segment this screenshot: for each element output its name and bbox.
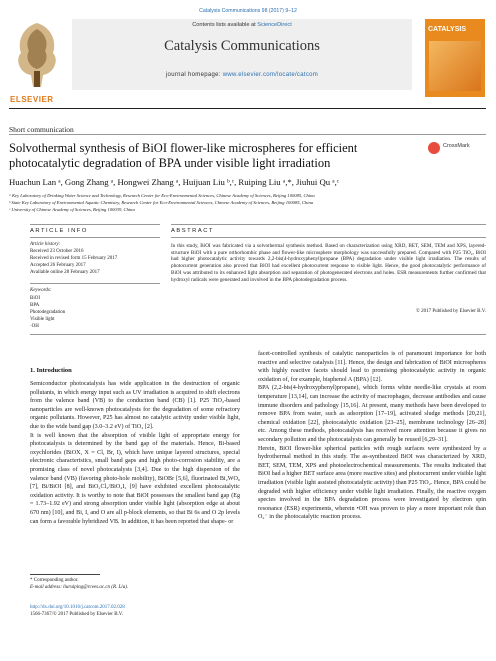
author-list: Huachun Lan ᵃ, Gong Zhang ᵃ, Hongwei Zhang ᵃ, Huijuan Liu ᵇ,ᶜ, Ruiping Liu ᵃ,*, Jiuhui Qu ᵃ,ᶜ	[9, 177, 340, 187]
email-note[interactable]: E-mail address: liuruiping@rcees.ac.cn (R. Liu).	[30, 585, 129, 590]
history-received: Received 23 October 2016	[30, 249, 84, 254]
doi-link[interactable]: http://dx.doi.org/10.1016/j.catcom.2017.02.028	[30, 605, 125, 610]
history-revised: Received in revised form 15 February 2017	[30, 256, 118, 261]
intro-right-column: facet-controlled synthesis of catalytic nanoparticles is of paramount importance for both reactive and selective catalysis [11]. Hence, the design and fabrication of BiOI microspheres with highly reactive facets should lead to promising photocatalytic activity in organic oxidation of, for example, bisphenol A (BPA) [12]. BPA (2,2-bis(4-hydroxyphenyl)propane), which forms white needle-like crystals at room temperature [13,14], can increase the activity of macrophages, decrease antibodies and cause immune disorders and pathology [15,16]. At present, many methods have been developed to remove BPA from water, such as adsorption [17–19], activated sludge methods [20,21], chemical oxidation [22], photocatalytic oxidation [23–25], membrane technology [26–28] etc. Among these methods, photocatalysis has received more attention because it gives no secondary pollution and the photocatalysts can generally be reused [6,29–31]. Herein, BiOI flower-like spherical particles with rough surfaces were synthesized by a hydrothermal method in this study. The as-synthesized BiOI was characterized by XRD, BET, SEM, TEM, XPS and photoelectrochemical measurements. The results indicated that BiOI had a higher BET surface area (more reactive sites) and photocurrent under visible light irradiation (visible light assisted photocatalytic activity) than P25 TiO₂. Hence, BPA could be degraded with higher efficiency under visible light irradiation. Finally, the reactive oxygen species involved in the BPA degradation process were investigated by electron spin resonance (ESR) experiments, wherein •OH was proven to play a more important role than O₂⁻ in the photocatalytic reaction process.	[258, 351, 486, 521]
article-info-heading: ARTICLE INFO	[30, 228, 88, 234]
keyword-item: ·OH	[30, 324, 39, 329]
journal-title: Catalysis Communications	[164, 38, 320, 54]
abstract-rule-bottom	[30, 334, 486, 335]
abstract-rule-top	[171, 224, 486, 225]
keywords-rule	[30, 283, 160, 284]
keyword-item: Photodegradation	[30, 310, 66, 315]
contents-line	[72, 22, 412, 28]
history-accepted: Accepted 26 February 2017	[30, 263, 86, 268]
info-rule-mid	[30, 237, 160, 238]
article-type: Short communication	[9, 125, 74, 134]
corresponding-note: * Corresponding author.	[30, 578, 79, 583]
intro-left-column: Semiconductor photocatalysis has wide application in the destruction of organic pollutants, in which energy input such as UV irradiation is acquired to shift electrons from the valence band (VB) to the conduction band (CB) [1]. P25 TiO₂-based nanoparticles are well-known photocatalysts for the degradation of some refractory organic pollutants. However, P25 has almost no catalytic activity under visible light, due to the wide band gap (3.0–3.2 eV) of TiO₂ [2]. It is well known that the absorption of visible light of appropriate energy for photocatalysis is determined by the band gap of the materials. Hence, Bi-based oxychlorides (BiOX, X = Cl, Br, I), which have unique layered structures, special electronic characteristics, small band gaps and high photo-corrosion stability, are a promising class of novel photocatalysts [3,4]. Due to the high dispersion of the valence band (VB) (favoring photo-hole mobility), BiOBr [5,6], fluorinated Bi₂WO₆ [7], Bi/BiOI [8], and BiO₂Cl₂/BiO₄I₂ [9] have exhibited excellent photocatalytic oxidation activity. It is worthy to note that BiOI possesses the smallest band gap (Eg = 1.73–1.92 eV) and strong absorption under visible light (absorption edge at about 670 nm) [10], and Bi, I, and O are all p-block elements, so that Bi 6s and O 2p levels can form a favorable hybridized VB. In addition, it has been reported that shape- or	[30, 381, 240, 525]
cover-title: CATALYSIS	[428, 26, 466, 33]
crossmark-label[interactable]: CrossMark	[443, 143, 470, 149]
homepage-prefix: journal homepage:	[165, 72, 223, 78]
history-label: Article history:	[30, 242, 61, 247]
affiliation-b: ᵇ State Key Laboratory of Environmental Aquatic Chemistry, Research Center for Eco-Environmental Sciences, Chinese Academy of Sciences, Beijing 100085, China	[9, 200, 314, 205]
keyword-item: BPA	[30, 303, 40, 308]
contents-prefix: Contents lists available at	[192, 22, 258, 28]
article-title: Solvothermal synthesis of BiOI flower-like microspheres for efficient photocatalytic degradation of BPA under visible light irradiation	[9, 141, 358, 170]
intro-heading: 1. Introduction	[30, 367, 72, 374]
keyword-item: Visible light	[30, 317, 55, 322]
info-rule-top	[30, 224, 160, 225]
history-online: Available online 28 February 2017	[30, 270, 100, 275]
journal-reference: Catalysis Communications 98 (2017) 9–12	[199, 8, 297, 14]
elsevier-tree-logo	[9, 15, 65, 93]
journal-homepage	[72, 72, 412, 78]
crossmark-icon[interactable]	[428, 142, 440, 154]
abstract-copyright: © 2017 Published by Elsevier B.V.	[416, 309, 486, 314]
abstract-text: In this study, BiOI was fabricated via a solvothermal synthesis method. Based on characterization using XRD, BET, SEM, TEM and XPS, layered-structure BiOI with a pure orthorhombic phase and flower-like microsphere morphology was successfully prepared. Compared with P25 TiO₂, BiOI had higher photocatalytic activity towards 2,2-bis(4-hydroxyphenyl)propane (BPA) degradation under visible light irradiation. The results of photocurrent generation also proved that BiOI had excellent photocurrent response to visible light. Hence, the good photocatalytic performance of BiOI was attributed to its enhanced light absorption and separation of photogenerated electrons and holes. ESR measurements further confirmed that hydroxyl radicals were generated and involved in the BPA photodegradation process.	[171, 243, 486, 283]
keywords-label: Keywords:	[30, 288, 52, 293]
footnote-rule	[30, 574, 100, 575]
publisher-name: ELSEVIER	[10, 95, 54, 104]
sciencedirect-link[interactable]: ScienceDirect	[257, 22, 292, 28]
homepage-link[interactable]: www.elsevier.com/locate/catcom	[222, 72, 319, 78]
affiliation-a: ᵃ Key Laboratory of Drinking Water Science and Technology, Research Center for Eco-Environmental Sciences, Chinese Academy of Sciences, Beijing 100085, China	[9, 193, 315, 198]
type-divider	[9, 134, 486, 135]
abstract-rule-mid	[171, 237, 486, 238]
abstract-heading: ABSTRACT	[171, 228, 214, 234]
issn-line: 1566-7367/© 2017 Published by Elsevier B.V.	[30, 612, 124, 617]
affiliation-c: ᶜ University of Chinese Academy of Sciences, Beijing 100039, China	[9, 207, 135, 212]
keyword-item: BiOI	[30, 296, 40, 301]
header-divider	[9, 108, 486, 109]
